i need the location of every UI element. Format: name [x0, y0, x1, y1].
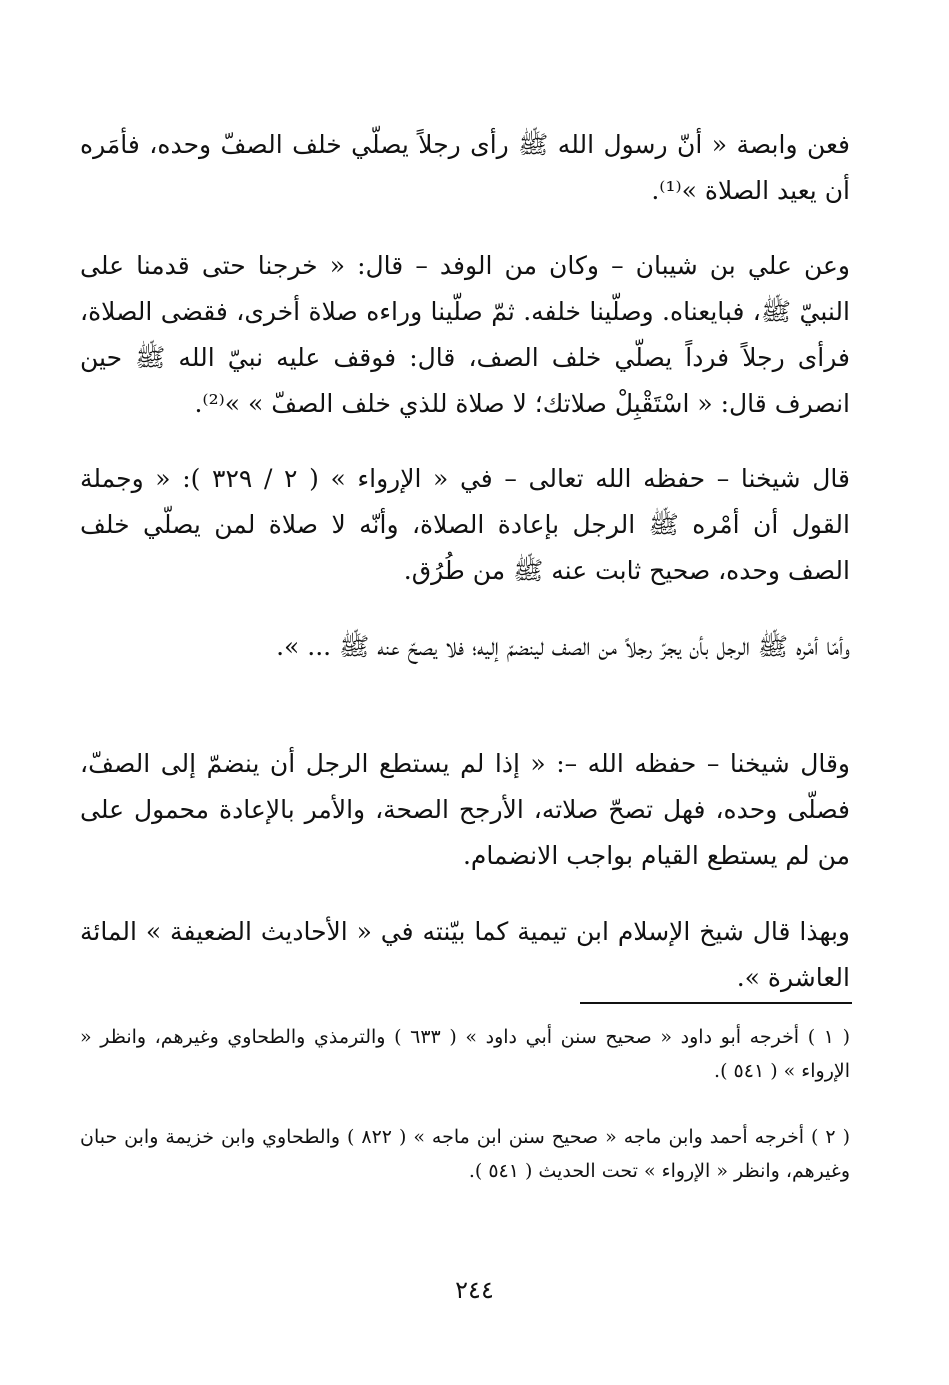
footnote-separator — [580, 1002, 852, 1004]
paragraph-pulling-man-from-row: وأمّا أمْره ﷺ الرجل بأن يجرّ رجلاً من الصف لينضمّ إليه؛ فلا يصحّ عنه ﷺ ... ». — [276, 632, 850, 661]
footnote-2: ( ٢ ) أخرجه أحمد وابن ماجه « صحيح سنن ابن ماجه » ( ٨٢٢ ) والطحاوي وابن خزيمة وابن حبان وغيرهم، وانظر « الإرواء » تحت الحديث ( ٥٤١ ). — [80, 1126, 850, 1182]
footnote-1: ( ١ ) أخرجه أبو داود « صحيح سنن أبي داود » ( ٦٣٣ ) والترمذي والطحاوي وغيرهم، وانظر « الإرواء » ( ٥٤١ ). — [80, 1026, 851, 1082]
paragraph-wabisa-hadith: فعن وابصة « أنّ رسول الله ﷺ رأى رجلاً يصلّي خلف الصفّ وحده، فأمَره أن يعيد الصلاة »⁽¹⁾. — [80, 130, 850, 205]
paragraph-ali-bin-shayban-hadith: وعن علي بن شيبان – وكان من الوفد – قال: « خرجنا حتى قدمنا على النبيّ ﷺ، فبايعناه. وصلّينا خلفه. ثمّ صلّينا وراءه صلاة أخرى، فقضى الصلاة، فرأى رجلاً فرداً يصلّي خلف الصف، قال: فوقف عليه نبيّ الله ﷺ حين انصرف قال: « اسْتَقْبِلْ صلاتك؛ لا صلاة للذي خلف الصفّ » »⁽²⁾. — [80, 251, 850, 418]
paragraph-ibn-taymiyyah: وبهذا قال شيخ الإسلام ابن تيمية كما بيّنته في « الأحاديث الضعيفة » المائة العاشرة ». — [80, 917, 850, 992]
page-number: ٢٤٤ — [455, 1276, 494, 1304]
paragraph-sheikh-ruling: وقال شيخنا – حفظه الله –: « إذا لم يستطع الرجل أن ينضمّ إلى الصفّ، فصلّى وحده، فهل تصحّ صلاته، الأرجح الصحة، والأمر بالإعادة محمول على من لم يستطع القيام بواجب الانضمام. — [80, 749, 850, 870]
paragraph-irwa-quote: قال شيخنا – حفظه الله تعالى – في « الإرواء » ( ٢ / ٣٢٩ ): « وجملة القول أن أمْره ﷺ الرجل بإعادة الصلاة، وأنّه لا صلاة لمن يصلّي خلف الصف وحده، صحيح ثابت عنه ﷺ من طُرُق. — [80, 464, 850, 585]
